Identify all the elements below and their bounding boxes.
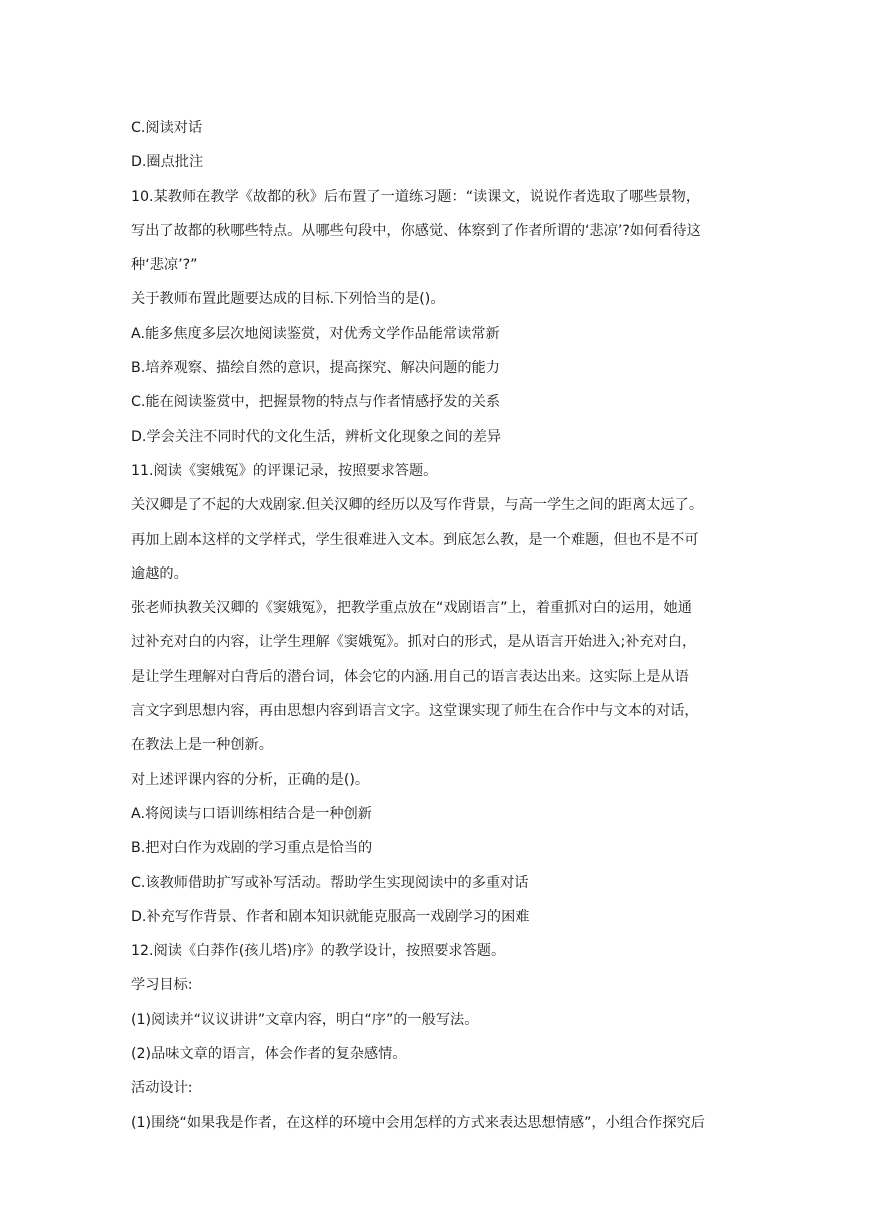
option-d-q11: D.补充写作背景、作者和剧本知识就能克服高一戏剧学习的困难 <box>131 908 530 925</box>
question-12-heading: 12.阅读《白莽作(孩儿塔)序》的教学设计，按照要求答题。 <box>131 943 506 960</box>
activity-1: (1)围绕“如果我是作者，在这样的环境中会用怎样的方式来表达思想情感”，小组合作探究后 <box>131 1114 705 1131</box>
document-body <box>131 111 741 1140</box>
question-11-para-2-line-3: 是让学生理解对白背后的潜台词，体会它的内涵.用自己的语言表达出来。这实际上是从语 <box>131 668 689 685</box>
question-10-line-3: 种‘悲凉’?” <box>131 257 198 274</box>
option-c-q11: C.该教师借助扩写或补写活动。帮助学生实现阅读中的多重对话 <box>131 874 529 891</box>
option-b-q10: B.培养观察、描绘自然的意识，提高探究、解决问题的能力 <box>131 360 500 377</box>
question-10-prompt: 关于教师布置此题要达成的目标.下列恰当的是()。 <box>131 291 445 308</box>
question-11-para-2-line-5: 在教法上是一种创新。 <box>131 737 273 754</box>
question-11-para-2-line-1: 张老师执教关汉卿的《窦娥冤》，把教学重点放在“戏剧语言”上，着重抓对白的运用，她通 <box>131 600 692 617</box>
question-11-para-1-line-3: 逾越的。 <box>131 565 188 582</box>
question-11-heading: 11.阅读《窦娥冤》的评课记录，按照要求答题。 <box>131 462 438 479</box>
activity-design-label: 活动设计: <box>131 1080 193 1097</box>
question-11-para-2-line-2: 过补充对白的内容，让学生理解《窦娥冤》。抓对白的形式，是从语言开始进入;补充对白， <box>131 634 697 651</box>
question-11-para-1-line-2: 再加上剧本这样的文学样式，学生很难进入文本。到底怎么教，是一个难题，但也不是不可 <box>131 531 699 548</box>
option-c-q9: C.阅读对话 <box>131 120 203 136</box>
option-a-q11: A.将阅读与口语训练相结合是一种创新 <box>131 805 372 822</box>
question-10-line-2: 写出了故都的秋哪些特点。从哪些句段中，你感觉、体察到了作者所谓的‘悲凉’?如何看待这 <box>131 222 701 239</box>
learning-goal-2: (2)品味文章的语言，体会作者的复杂感情。 <box>131 1046 407 1063</box>
question-11-para-2-line-4: 言文字到思想内容，再由思想内容到语言文字。这堂课实现了师生在合作中与文本的对话， <box>131 703 699 720</box>
option-c-q10: C.能在阅读鉴赏中，把握景物的特点与作者情感抒发的关系 <box>131 394 501 411</box>
learning-goal-1: (1)阅读并“议议讲讲”文章内容，明白“序”的一般写法。 <box>131 1011 479 1028</box>
option-d-q10: D.学会关注不同时代的文化生活，辨析文化现象之间的差异 <box>131 428 502 445</box>
question-11-para-1-line-1: 关汉卿是了不起的大戏剧家.但关汉卿的经历以及写作背景，与高一学生之间的距离太远了。 <box>131 497 704 514</box>
learning-goals-label: 学习目标: <box>131 977 193 994</box>
question-11-prompt: 对上述评课内容的分析，正确的是()。 <box>131 771 370 788</box>
option-b-q11: B.把对白作为戏剧的学习重点是恰当的 <box>131 840 373 857</box>
option-d-q9: D.圈点批注 <box>131 154 204 171</box>
option-a-q10: A.能多焦度多层次地阅读鉴赏，对优秀文学作品能常读常新 <box>131 325 500 342</box>
question-10-line-1: 10.某教师在教学《故都的秋》后布置了一道练习题：“读课文，说说作者选取了哪些景物， <box>131 188 701 205</box>
